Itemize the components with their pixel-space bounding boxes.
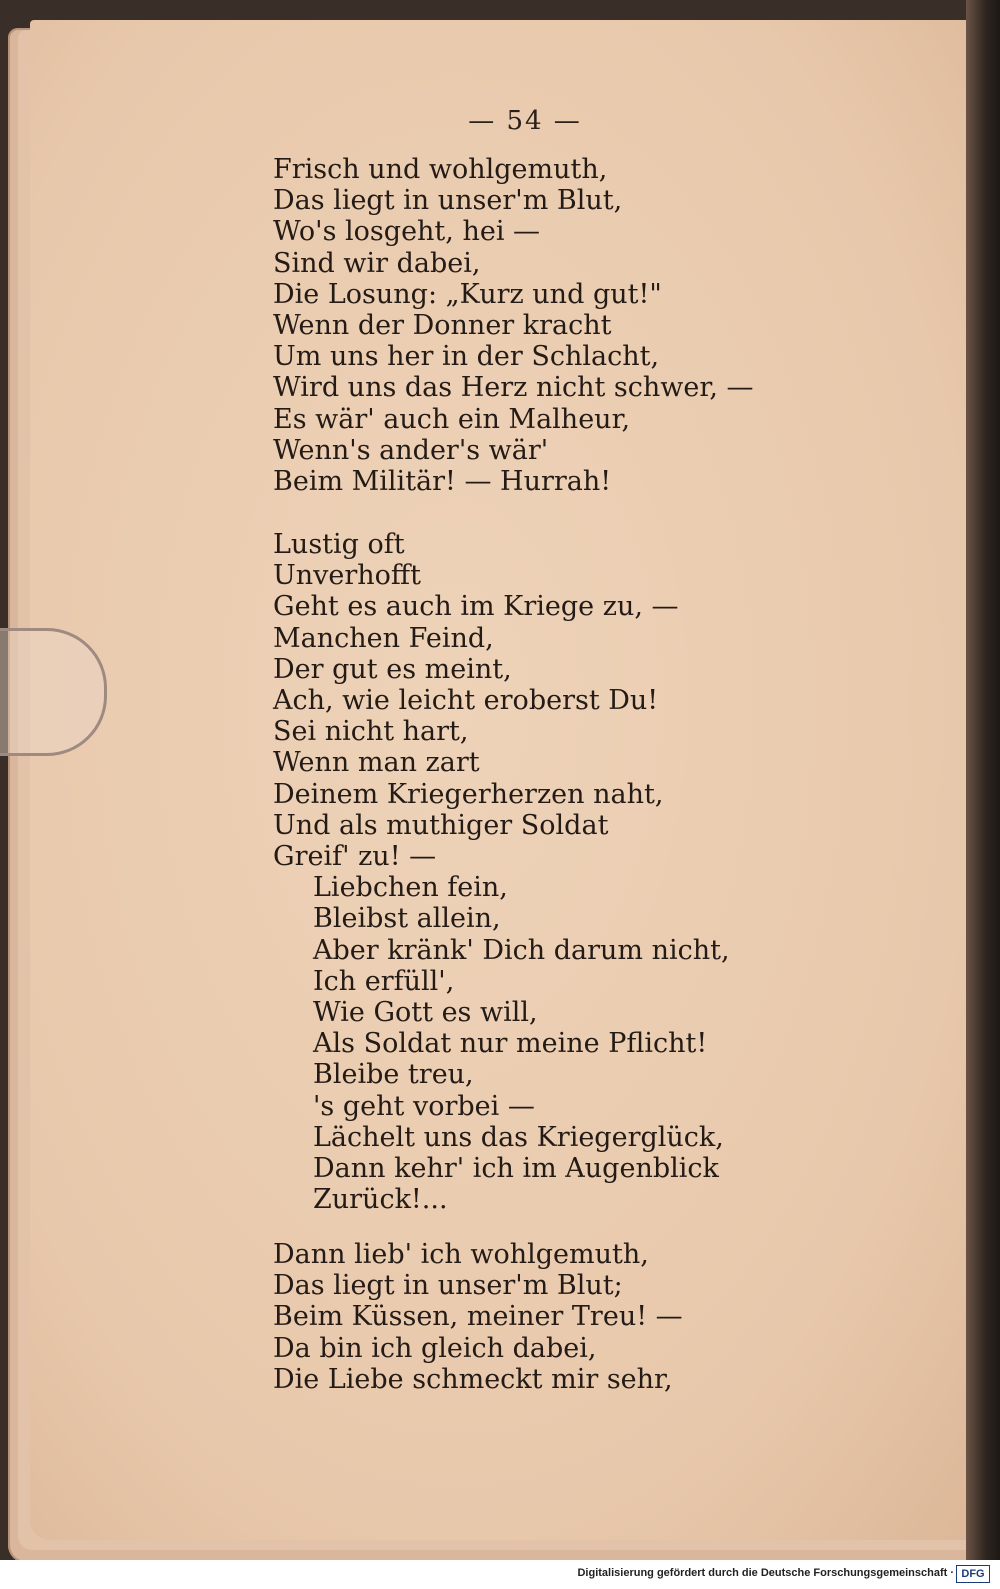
poem-line-indented: Wie Gott es will, <box>313 997 538 1028</box>
poem-line: Der gut es meint, <box>273 653 512 685</box>
poem-line: Da bin ich gleich dabei, <box>273 1332 597 1364</box>
poem-line-indented: Als Soldat nur meine Pflicht! <box>313 1028 708 1060</box>
poem-line: Geht es auch im Kriege zu, — <box>273 591 679 623</box>
page-number: — 54 — <box>468 106 582 136</box>
footer-bar <box>0 1560 1000 1589</box>
poem-line: Wenn der Donner kracht <box>273 310 612 341</box>
poem-line: Wenn man zart <box>273 747 480 779</box>
poem-line: Sind wir dabei, <box>273 247 481 279</box>
poem-line: Wo's losgeht, hei — <box>273 216 541 248</box>
poem-line: Die Liebe schmeckt mir sehr, <box>273 1363 673 1395</box>
poem-line: Und als muthiger Soldat <box>273 809 609 841</box>
poem-line: Die Losung: „Kurz und gut!" <box>273 278 662 310</box>
poem-line: Beim Küssen, meiner Treu! — <box>273 1301 683 1333</box>
poem-line-indented: 's geht vorbei — <box>313 1090 535 1122</box>
poem-line: Wenn's ander's wär' <box>273 434 549 466</box>
book-page <box>30 20 975 1540</box>
poem-line: Es wär' auch ein Malheur, <box>273 403 631 435</box>
poem-line-indented: Ich erfüll', <box>313 965 455 997</box>
poem-line: Lustig oft <box>273 529 405 560</box>
poem-line-indented: Dann kehr' ich im Augenblick <box>313 1153 719 1184</box>
poem-line-indented: Zurück!... <box>313 1184 448 1216</box>
poem-line: Das liegt in unser'm Blut, <box>273 185 623 217</box>
poem-line-indented: Bleibe treu, <box>313 1059 474 1091</box>
poem-line: Um uns her in der Schlacht, <box>273 341 660 373</box>
poem-line: Manchen Feind, <box>273 622 494 654</box>
poem-line: Beim Militär! — Hurrah! <box>273 466 612 497</box>
poem-line: Frisch und wohlgemuth, <box>273 154 608 185</box>
poem-line-indented: Aber kränk' Dich darum nicht, <box>313 934 730 966</box>
book-spine <box>966 0 1000 1560</box>
poem-line: Ach, wie leicht eroberst Du! <box>273 685 659 716</box>
poem-line-indented: Bleibst allein, <box>313 903 501 935</box>
poem-line: Das liegt in unser'm Blut; <box>273 1270 623 1302</box>
poem-line: Deinem Kriegerherzen naht, <box>273 778 664 810</box>
poem-line: Greif' zu! — <box>273 841 437 872</box>
poem-line-indented: Lächelt uns das Kriegerglück, <box>313 1121 724 1153</box>
dfg-logo: DFG <box>956 1565 990 1583</box>
poem-line: Sei nicht hart, <box>273 716 469 748</box>
footer-credit: Digitalisierung gefördert durch die Deutsche Forschungsgemeinschaft · <box>577 1567 954 1579</box>
poem-line: Wird uns das Herz nicht schwer, — <box>273 372 754 404</box>
poem-line-indented: Liebchen fein, <box>313 872 508 904</box>
page-tab-marker <box>0 628 107 756</box>
poem-line: Dann lieb' ich wohlgemuth, <box>273 1239 649 1270</box>
poem-line: Unverhofft <box>273 560 421 592</box>
